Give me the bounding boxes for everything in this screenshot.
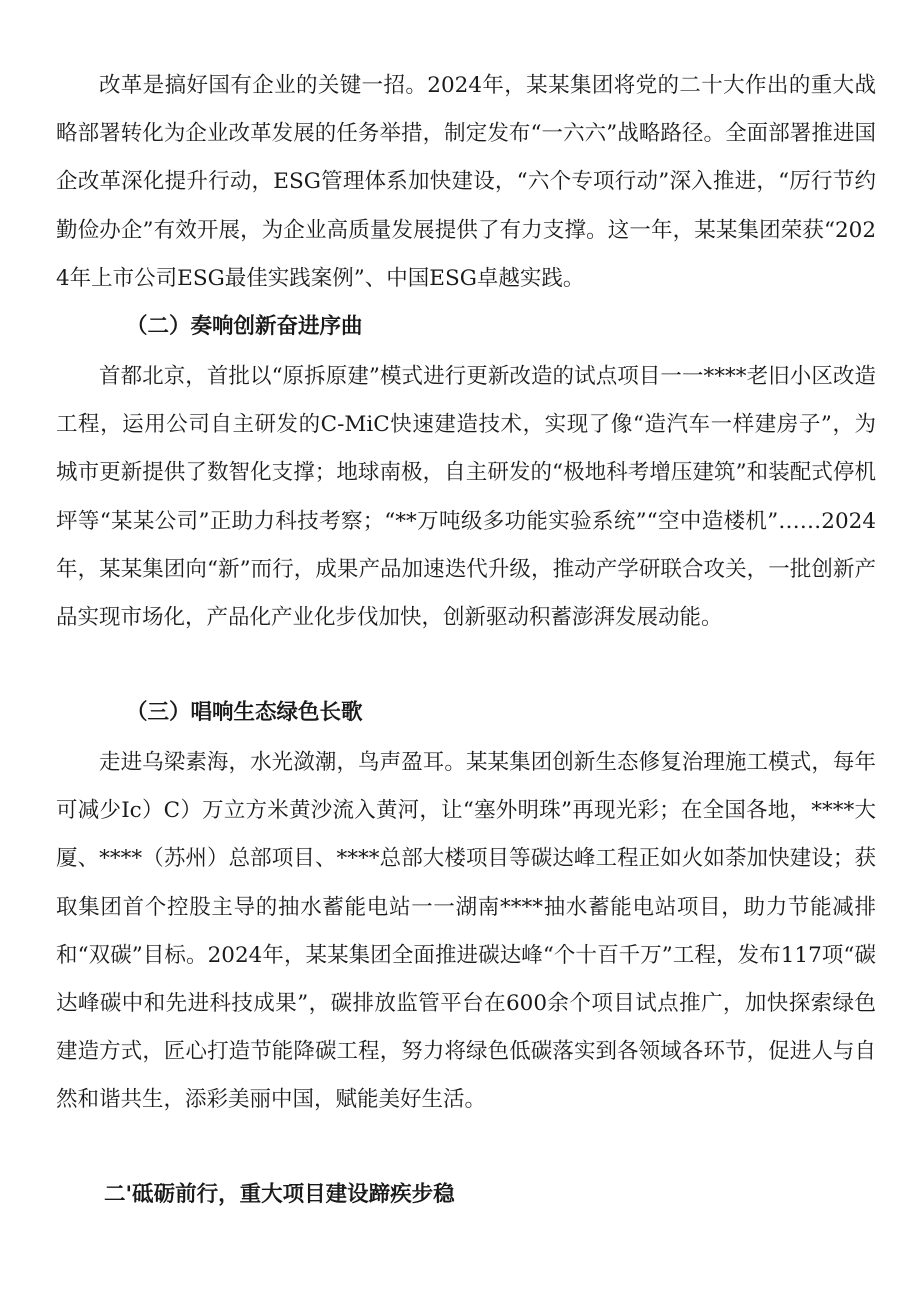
paragraph-reform: 改革是搞好国有企业的关键一招。2024年，某某集团将党的二十大作出的重大战略部署转化为企业改革发展的任务举措，制定发布“一六六”战略路径。全面部署推进国企改革深化提升行动，ESG管理体系加快建设，“六个专项行动”深入推进，“厉行节约勤俭办企”有效开展，为企业高质量发展提供了有力支撑。这一年，某某集团荣获“2024年上市公司ESG最佳实践案例”、中国ESG卓越实践。 xyxy=(56,73,876,291)
chapter-heading-major-projects: 二'砥砺前行，重大项目建设蹄疾步稳 xyxy=(104,1182,455,1207)
section-heading-ecology: （三）唱响生态绿色长歌 xyxy=(126,700,363,725)
paragraph-innovation: 首都北京，首批以“原拆原建”模式进行更新改造的试点项目一一****老旧小区改造工程，运用公司自主研发的C-MiC快速建造技术，实现了像“造汽车一样建房子”，为城市更新提供了数智化支撑；地球南极，自主研发的“极地科考增压建筑”和装配式停机坪等“某某公司”正助力科技考察；“**万吨级多功能实验系统”“空中造楼机”……2024年，某某集团向“新”而行，成果产品加速迭代升级，推动产学研联合攻关，一批创新产品实现市场化，产品化产业化步伐加快，创新驱动积蓄澎湃发展动能。 xyxy=(56,364,876,631)
paragraph-ecology: 走进乌梁素海，水光潋潮，鸟声盈耳。某某集团创新生态修复治理施工模式，每年可减少Ic）C）万立方米黄沙流入黄河，让“塞外明珠”再现光彩；在全国各地，****大厦、****（苏州）总部项目、****总部大楼项目等碳达峰工程正如火如荼加快建设；获取集团首个控股主导的抽水蓄能电站一一湖南****抽水蓄能电站项目，助力节能减排和“双碳”目标。2024年，某某集团全面推进碳达峰“个十百千万”工程，发布117项“碳达峰碳中和先进科技成果”，碳排放监管平台在600余个项目试点推广，加快探索绿色建造方式，匠心打造节能降碳工程，努力将绿色低碳落实到各领域各环节，促进人与自然和谐共生，添彩美丽中国，赋能美好生活。 xyxy=(56,750,876,1113)
section-heading-innovation: （二）奏响创新奋进序曲 xyxy=(126,314,363,339)
